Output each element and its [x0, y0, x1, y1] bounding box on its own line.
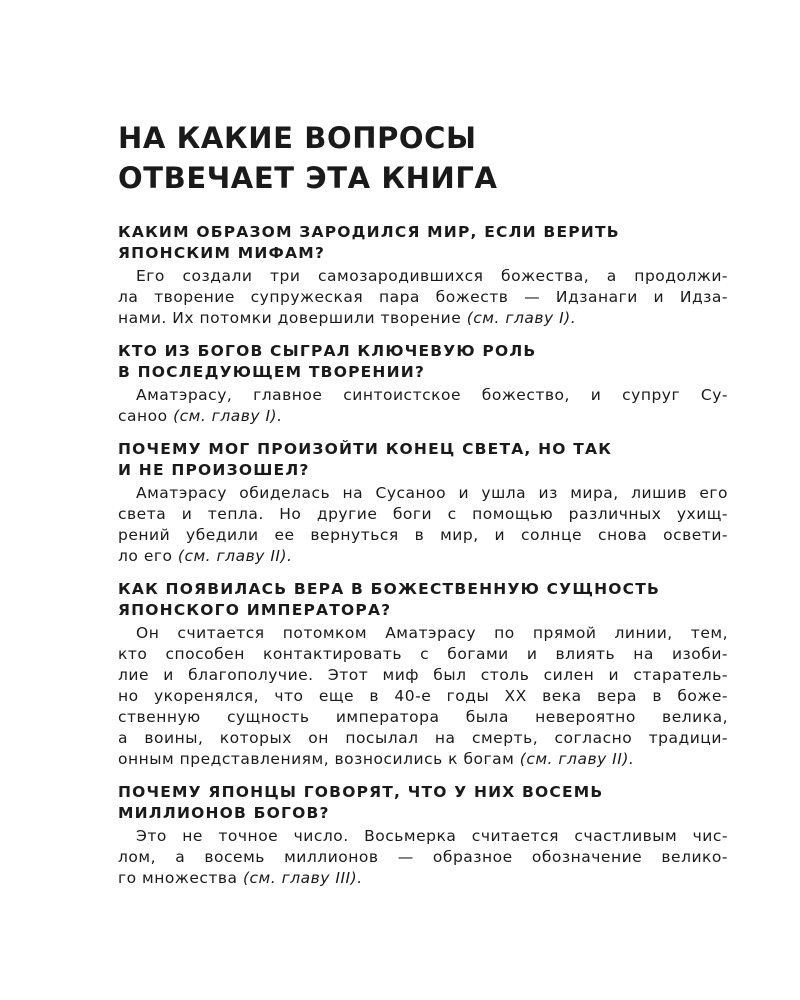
answer-text: ственную сущность императора была невероятно велика, [118, 708, 728, 726]
answer-text: лие и благополучие. Этот миф был столь силен и старатель- [118, 666, 728, 684]
answer-text: онным представлениям, возносились к богам [118, 750, 520, 768]
answer-paragraph [118, 266, 728, 329]
qa-section [118, 782, 728, 889]
question-line: МИЛЛИОНОВ БОГОВ? [118, 804, 330, 822]
answer-text: ло его [118, 547, 178, 565]
qa-section [118, 579, 728, 770]
answer-paragraph [118, 483, 728, 567]
question-line: И НЕ ПРОИЗОШЕЛ? [118, 461, 310, 479]
chapter-reference: (см. главу II). [519, 750, 635, 768]
answer-text: рений убедили ее вернуться в мир, и солнце снова освети- [118, 526, 728, 544]
chapter-reference: (см. главу I). [173, 407, 283, 425]
chapter-reference: (см. главу I). [466, 309, 577, 327]
answer-text: света и тепла. Но другие боги с помощью различных ухищ- [118, 505, 728, 523]
answer-text: Это не точное число. Восьмерка считается счастливым чис- [136, 827, 728, 845]
answer-line [118, 483, 728, 504]
answer-text: кто способен контактировать с богами и влиять на изоби- [118, 645, 728, 663]
question-line: КАК ПОЯВИЛАСЬ ВЕРА В БОЖЕСТВЕННУЮ СУЩНОСТЬ [118, 580, 660, 598]
answer-line [118, 826, 728, 847]
answer-text: го множества [118, 869, 243, 887]
answer-line [118, 728, 728, 749]
answer-line [118, 868, 728, 889]
answer-text: ла творение супружеская пара божеств — Идзанаги и Идза- [118, 288, 728, 306]
question-line: КТО ИЗ БОГОВ СЫГРАЛ КЛЮЧЕВУЮ РОЛЬ [118, 342, 537, 360]
answer-line [118, 665, 728, 686]
qa-section [118, 222, 728, 329]
chapter-reference: (см. главу II). [177, 547, 293, 565]
answer-line [118, 644, 728, 665]
answer-line [118, 707, 728, 728]
answer-line [118, 406, 728, 427]
answer-paragraph [118, 385, 728, 427]
title-line-2: ОТВЕЧАЕТ ЭТА КНИГА [118, 161, 498, 195]
answer-line [118, 847, 728, 868]
question-line: КАКИМ ОБРАЗОМ ЗАРОДИЛСЯ МИР, ЕСЛИ ВЕРИТЬ [118, 223, 620, 241]
answer-line [118, 525, 728, 546]
answer-paragraph [118, 826, 728, 889]
answer-line [118, 266, 728, 287]
answer-line [118, 623, 728, 644]
answer-line [118, 308, 728, 329]
answer-line [118, 546, 728, 567]
question-line: ПОЧЕМУ МОГ ПРОИЗОЙТИ КОНЕЦ СВЕТА, НО ТАК [118, 440, 613, 458]
answer-line [118, 749, 728, 770]
qa-section [118, 341, 728, 427]
question-heading [118, 341, 728, 383]
answer-text: Аматэрасу, главное синтоистское божество, и супруг Су- [136, 386, 728, 404]
answer-text: Его создали три самозародившихся божества, а продолжи- [136, 267, 728, 285]
answer-text: лом, а восемь миллионов — образное обозначение велико- [118, 848, 728, 866]
question-heading [118, 222, 728, 264]
question-line: ЯПОНСКИМ МИФАМ? [118, 244, 326, 262]
answer-line [118, 287, 728, 308]
answer-text: саноо [118, 407, 174, 425]
answer-paragraph [118, 623, 728, 770]
answer-text: Аматэрасу обиделась на Сусаноо и ушла из мира, лишив его [136, 484, 728, 502]
title-line-1: НА КАКИЕ ВОПРОСЫ [118, 121, 477, 155]
page-title [118, 118, 728, 198]
answer-line [118, 385, 728, 406]
qa-list [118, 222, 728, 889]
question-heading [118, 782, 728, 824]
qa-section [118, 439, 728, 567]
answer-line [118, 504, 728, 525]
answer-text: но укоренялся, что еще в 40-е годы XX века вера в боже- [118, 687, 728, 705]
answer-line [118, 686, 728, 707]
question-line: В ПОСЛЕДУЮЩЕМ ТВОРЕНИИ? [118, 363, 426, 381]
question-line: ПОЧЕМУ ЯПОНЦЫ ГОВОРЯТ, ЧТО У НИХ ВОСЕМЬ [118, 783, 604, 801]
question-heading [118, 439, 728, 481]
answer-text: Он считается потомком Аматэрасу по прямой линии, тем, [136, 624, 728, 642]
question-line: ЯПОНСКОГО ИМПЕРАТОРА? [118, 601, 392, 619]
answer-text: нами. Их потомки довершили творение [118, 309, 467, 327]
answer-text: а воины, которых он посылал на смерть, согласно традици- [118, 729, 728, 747]
chapter-reference: (см. главу III). [242, 869, 363, 887]
question-heading [118, 579, 728, 621]
page [118, 118, 728, 901]
